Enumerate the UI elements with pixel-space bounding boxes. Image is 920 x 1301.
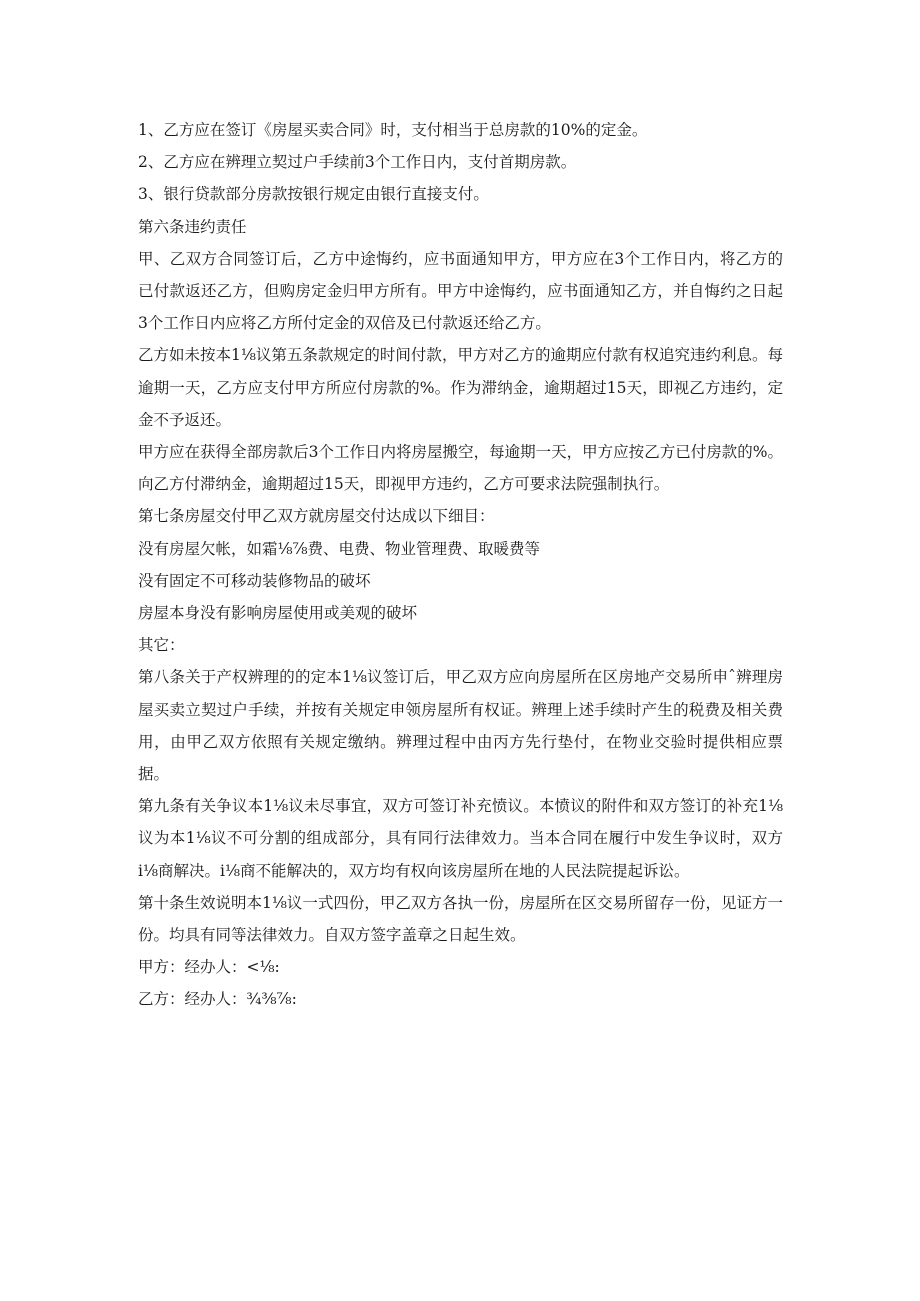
document-body xyxy=(138,114,783,1016)
article-10-paragraph: 第十条生效说明本1⅛议一式四份，甲乙双方各执一份，房屋所在区交易所留存一份，见证方一份。均具有同等法律效力。自双方签字盖章之日起生效。 xyxy=(138,893,783,945)
article-7-item-other: 其它： xyxy=(138,636,185,655)
article-9-paragraph: 第九条有关争议本1⅛议未尽事宜，双方可签订补充愤议。本愤议的附件和双方签订的补充1⅛议为本1⅛议不可分割的组成部分，具有同行法律效力。当本合同在履行中发生争议时，双方i⅛商解决。i⅛商不能解决的，双方均有权向该房屋所在地的人民法院提起诉讼。 xyxy=(138,797,783,880)
party-a-signature-line: 甲方：经办人：<⅛: xyxy=(138,958,280,977)
article-7-item-1: 没有房屋欠帐，如霜⅛⅞费、电费、物业管理费、取暖费等 xyxy=(138,539,541,558)
clause-payment-first-installment: 2、乙方应在辨理立契过户手续前3个工作日内，支付首期房款。 xyxy=(138,153,577,172)
article-6-paragraph-2: 乙方如未按本1⅛议第五条款规定的时间付款，甲方对乙方的逾期应付款有权追究违约利息。每逾期一天，乙方应支付甲方所应付房款的%。作为滞纳金，逾期超过15天，即视乙方违约，定金不予返还。 xyxy=(138,346,783,429)
party-b-signature-line: 乙方：经办人：¾⅜⅞: xyxy=(138,990,297,1009)
article-7-item-3: 房屋本身没有影响房屋使用或美观的破坏 xyxy=(138,604,418,623)
clause-payment-bank-loan: 3、银行贷款部分房款按银行规定由银行直接支付。 xyxy=(138,185,489,204)
article-6-heading: 第六条违约责任 xyxy=(138,217,247,236)
article-7-item-2: 没有固定不可移动装修物品的破坏 xyxy=(138,571,371,590)
article-8-paragraph: 第八条关于产权辨理的的定本1⅛议签订后，甲乙双方应向房屋所在区房地产交易所申ˆ辨理房屋买卖立契过户手续，并按有关规定申领房屋所有权证。辨理上述手续时产生的税费及相关费用，由甲乙双方依照有关规定缴纳。辨理过程中由丙方先行垫付，在物业交验时提供相应票据。 xyxy=(138,668,783,784)
clause-payment-deposit: 1、乙方应在签订《房屋买卖合同》时，支付相当于总房款的10%的定金。 xyxy=(138,121,648,139)
article-6-paragraph-3: 甲方应在获得全部房款后3个工作日内将房屋搬空，每逾期一天，甲方应按乙方已付房款的%。向乙方付滞纳金，逾期超过15天，即视甲方违约，乙方可要求法院强制执行。 xyxy=(138,443,783,494)
article-6-paragraph-1: 甲、乙双方合同签订后，乙方中途悔约，应书面通知甲方，甲方应在3个工作日内，将乙方的已付款返还乙方，但购房定金归甲方所有。甲方中途悔约，应书面通知乙方，并自悔约之日起3个工作日内应将乙方所付定金的双倍及已付款返还给乙方。 xyxy=(138,249,783,333)
article-7-heading: 第七条房屋交付甲乙双方就房屋交付达成以下细目： xyxy=(138,507,495,526)
